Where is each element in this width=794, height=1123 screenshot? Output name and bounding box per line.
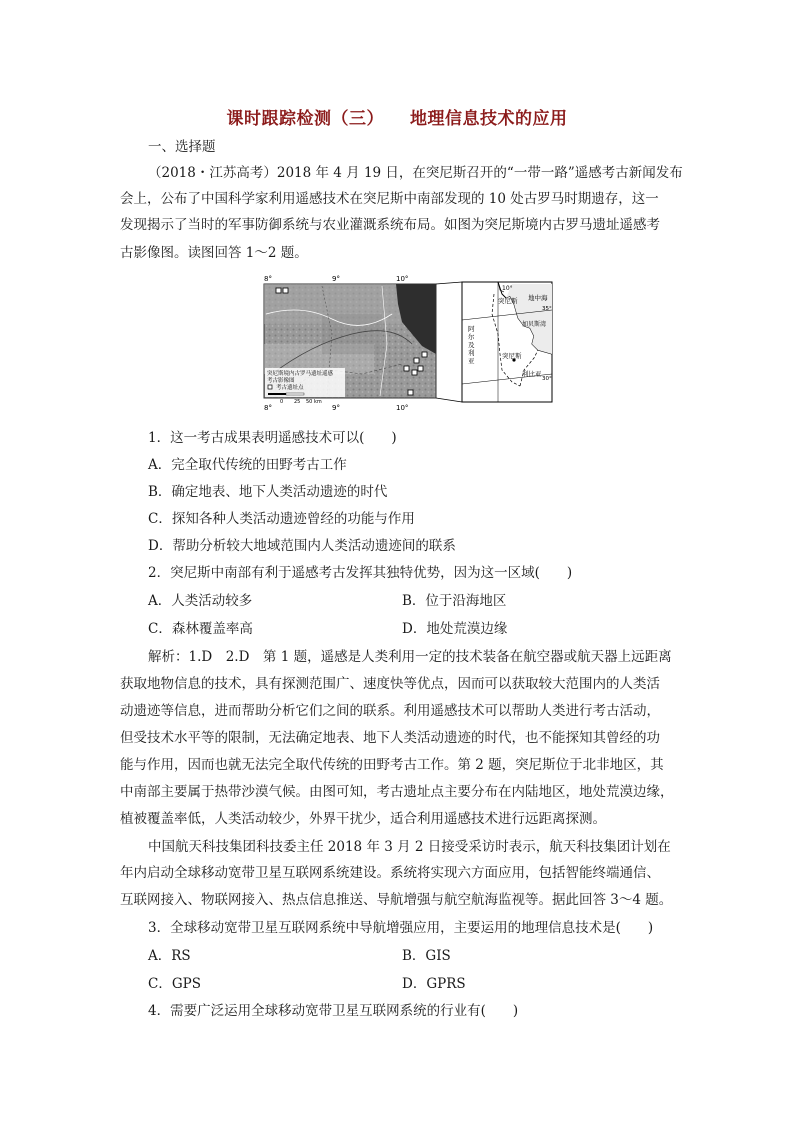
bottom-tick-10: 10° bbox=[396, 404, 409, 412]
scale-0: 0 bbox=[280, 399, 284, 405]
analysis-line-1: 解析：1.D 2.D 第 1 题，遥感是人类利用一定的技术装备在航空器或航天器上远距离 bbox=[148, 649, 672, 665]
intro-line-2: 会上，公布了中国科学家利用遥感技术在突尼斯中南部发现的 10 处古罗马时期遗存，这一 bbox=[120, 191, 659, 207]
map-figure bbox=[262, 274, 554, 412]
q3-option-b: B．GIS bbox=[402, 948, 451, 964]
q1-option-d: D．帮助分析较大地域范围内人类活动遗迹间的联系 bbox=[148, 538, 456, 554]
bottom-tick-8: 8° bbox=[264, 404, 272, 412]
top-tick-9: 9° bbox=[332, 275, 340, 283]
site-marker bbox=[418, 366, 423, 371]
site-marker bbox=[283, 288, 288, 293]
site-marker bbox=[404, 366, 409, 371]
question-3-stem: 3．全球移动宽带卫星互联网系统中导航增强应用，主要运用的地理信息技术是( ) bbox=[148, 920, 654, 936]
question-2-stem: 2．突尼斯中南部有利于遥感考古发挥其独特优势，因为这一区域( ) bbox=[148, 565, 573, 581]
question-4-stem: 4．需要广泛运用全球移动宽带卫星互联网系统的行业有( ) bbox=[148, 1003, 519, 1019]
site-marker bbox=[276, 288, 281, 293]
analysis-line-7: 植被覆盖率低，人类活动较少，外界干扰少，适合利用遥感技术进行远距离探测。 bbox=[120, 811, 606, 827]
analysis-line-2: 获取地物信息的技术，具有探测范围广、速度快等优点，因而可以获取较大范围内的人类活 bbox=[120, 676, 660, 692]
top-tick-8: 8° bbox=[264, 275, 272, 283]
analysis-line-5: 能与作用，因而也就无法完全取代传统的田野考古工作。第 2 题，突尼斯位于北非地区，其 bbox=[120, 757, 664, 773]
site-marker bbox=[412, 370, 417, 375]
inset-label-med-sea: 地中海 bbox=[528, 294, 548, 302]
inset-label-tunisia-mid: 突尼斯 bbox=[502, 352, 522, 360]
legend-site-label: 考古遗址点 bbox=[276, 385, 304, 391]
site-marker bbox=[414, 358, 419, 363]
intro-line-3: 发现揭示了当时的军事防御系统与农业灌溉系统布局。如图为突尼斯境内古罗马遗址遥感考 bbox=[120, 217, 660, 233]
q1-option-c: C．探知各种人类活动遗迹曾经的功能与作用 bbox=[148, 511, 415, 527]
title-part-1: 课时跟踪检测（三） bbox=[226, 109, 384, 129]
inset-label-algeria-5: 亚 bbox=[468, 357, 475, 365]
inset-label-algeria-1: 阿 bbox=[468, 325, 475, 333]
analysis-line-4: 但受技术水平等的限制，无法确定地表、地下人类活动遗迹的时代，也不能探知其曾经的功 bbox=[120, 730, 660, 746]
analysis-line-6: 中南部主要属于热带沙漠气候。由图可知，考古遗址点主要分布在内陆地区，地处荒漠边缘， bbox=[120, 784, 674, 800]
q3-option-d: D．GPRS bbox=[402, 976, 466, 992]
inset-lat-35: 35° bbox=[542, 306, 552, 312]
inset-label-libya: 利比亚 bbox=[522, 370, 542, 378]
inset-lon-10: 10° bbox=[502, 285, 513, 292]
intro2-line-3: 互联网接入、物联网接入、热点信息推送、导航增强与航空航海监视等。据此回答 3～4 题。 bbox=[120, 892, 673, 908]
legend-title-2: 考古影像图 bbox=[267, 378, 295, 384]
q1-option-b: B．确定地表、地下人类活动遗迹的时代 bbox=[148, 484, 388, 500]
intro-line-4: 古影像图。读图回答 1～2 题。 bbox=[120, 245, 308, 261]
inset-label-tunisia-top: 突尼斯 bbox=[498, 297, 518, 305]
site-marker bbox=[422, 352, 427, 357]
inset-label-algeria-4: 利 bbox=[468, 349, 475, 357]
scale-25: 25 bbox=[294, 399, 301, 405]
intro-line-1: （2018・江苏高考）2018 年 4 月 19 日，在突尼斯召开的“一带一路”遥感考古新闻发布 bbox=[148, 165, 683, 181]
analysis-line-3: 动遗迹等信息，进而帮助分析它们之间的联系。利用遥感技术可以帮助人类进行考古活动， bbox=[120, 703, 660, 719]
inset-lat-30: 30° bbox=[542, 376, 552, 382]
site-marker bbox=[408, 390, 413, 395]
satellite-image bbox=[264, 284, 436, 398]
q3-option-c: C．GPS bbox=[148, 976, 201, 992]
top-tick-10: 10° bbox=[396, 275, 409, 283]
intro2-line-2: 年内启动全球移动宽带卫星互联网系统建设。系统将实现六方面应用，包括智能终端通信、 bbox=[120, 865, 660, 881]
intro2-line-1: 中国航天科技集团科技委主任 2018 年 3 月 2 日接受采访时表示，航天科技集团计划在 bbox=[148, 839, 671, 855]
bottom-tick-9: 9° bbox=[332, 404, 340, 412]
q1-option-a: A．完全取代传统的田野考古工作 bbox=[148, 457, 347, 473]
section-heading: 一、选择题 bbox=[148, 139, 216, 155]
q2-option-b: B．位于沿海地区 bbox=[402, 593, 507, 609]
question-1-stem: 1．这一考古成果表明遥感技术可以( ) bbox=[148, 430, 397, 446]
q2-option-d: D．地处荒漠边缘 bbox=[402, 621, 508, 637]
inset-label-algeria-2: 尔 bbox=[468, 333, 475, 341]
q2-option-a: A．人类活动较多 bbox=[148, 593, 253, 609]
q2-option-c: C．森林覆盖率高 bbox=[148, 621, 253, 637]
inset-location-map bbox=[462, 282, 552, 402]
title-part-2: 地理信息技术的应用 bbox=[410, 109, 568, 129]
q3-option-a: A．RS bbox=[148, 948, 191, 964]
inset-label-algeria-3: 及 bbox=[468, 341, 475, 349]
scale-50: 50 km bbox=[306, 399, 322, 405]
inset-label-gulf: 加贝斯湾 bbox=[522, 321, 547, 328]
page-title bbox=[0, 104, 794, 129]
legend-title-1: 突尼斯境内古罗马遗址遥感 bbox=[267, 371, 334, 377]
